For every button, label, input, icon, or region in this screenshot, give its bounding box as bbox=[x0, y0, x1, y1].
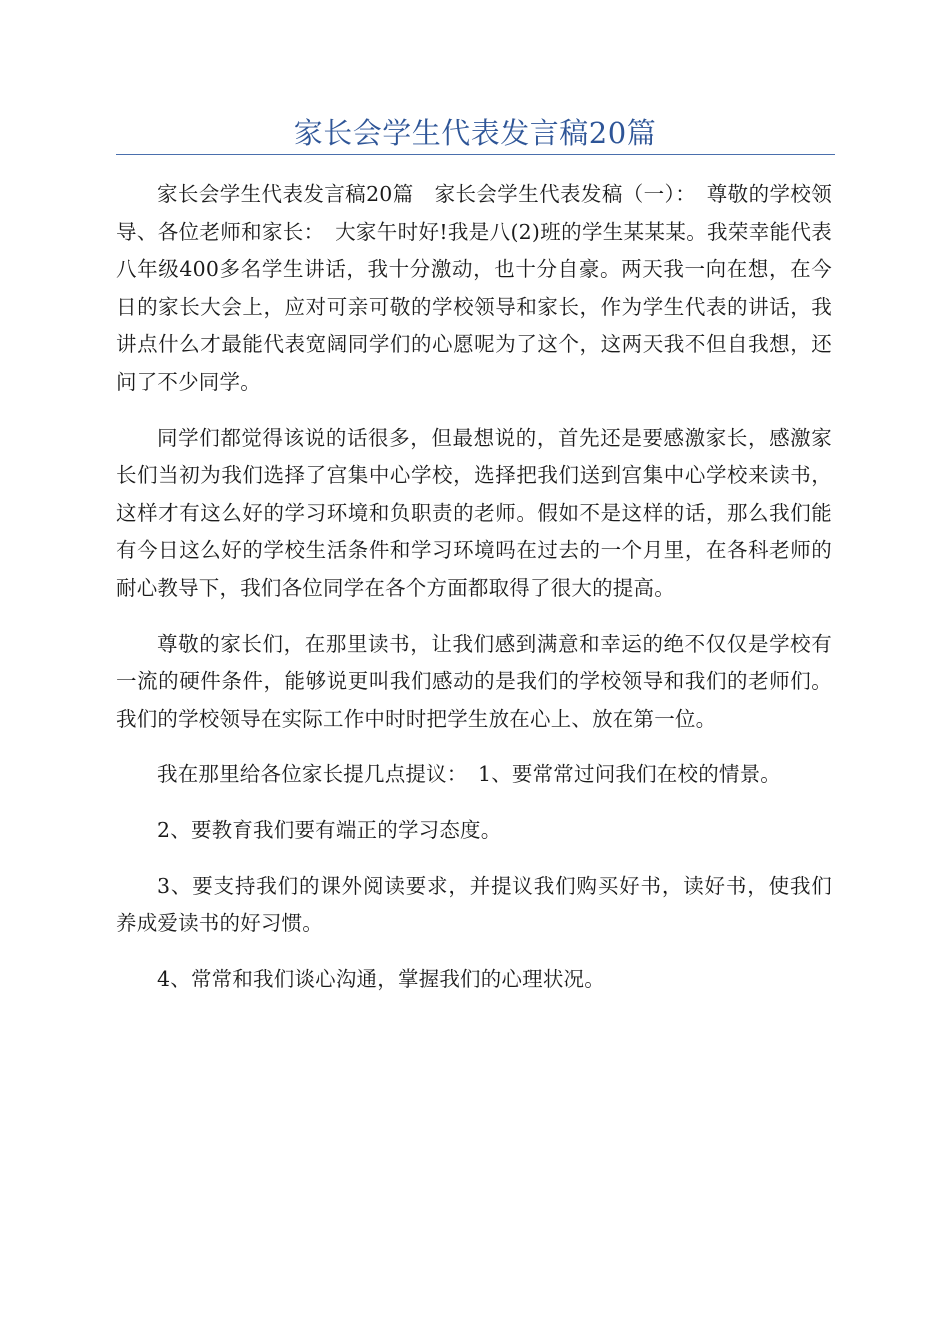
paragraph-7: 4、常常和我们谈心沟通，掌握我们的心理状况。 bbox=[157, 966, 605, 991]
paragraph-5: 2、要教育我们要有端正的学习态度。 bbox=[157, 817, 502, 842]
title-underline bbox=[116, 154, 835, 155]
paragraph-3: 尊敬的家长们，在那里读书，让我们感到满意和幸运的绝不仅仅是学校有一流的硬件条件，能够说更叫我们感动的是我们的学校领导和我们的老师们。我们的学校领导在实际工作中时时把学生放在心上、放在第一位。 bbox=[116, 631, 832, 731]
paragraph-4: 我在那里给各位家长提几点提议： 1、要常常过问我们在校的情景。 bbox=[157, 762, 781, 787]
paragraph-1: 家长会学生代表发言稿20篇 家长会学生代表发稿（一）： 尊敬的学校领导、各位老师和家长： 大家午时好!我是八(2)班的学生某某某。我荣幸能代表八年级400多名学生讲话，我十分激动，也十分自豪。两天我一向在想，在今日的家长大会上，应对可亲可敬的学校领导和家长，作为学生代表的讲话，我讲点什么才最能代表宽阔同学们的心愿呢为了这个，这两天我不但自我想，还问了不少同学。 bbox=[116, 182, 832, 394]
document-title: 家长会学生代表发言稿20篇 bbox=[293, 116, 657, 150]
paragraph-2: 同学们都觉得该说的话很多，但最想说的，首先还是要感激家长，感激家长们当初为我们选择了宫集中心学校，选择把我们送到宫集中心学校来读书，这样才有这么好的学习环境和负职责的老师。假如不是这样的话，那么我们能有今日这么好的学校生活条件和学习环境吗在过去的一个月里，在各科老师的耐心教导下，我们各位同学在各个方面都取得了很大的提高。 bbox=[116, 425, 832, 600]
paragraph-6: 3、要支持我们的课外阅读要求，并提议我们购买好书，读好书，使我们养成爱读书的好习惯。 bbox=[116, 873, 832, 936]
document-body bbox=[116, 176, 832, 1016]
